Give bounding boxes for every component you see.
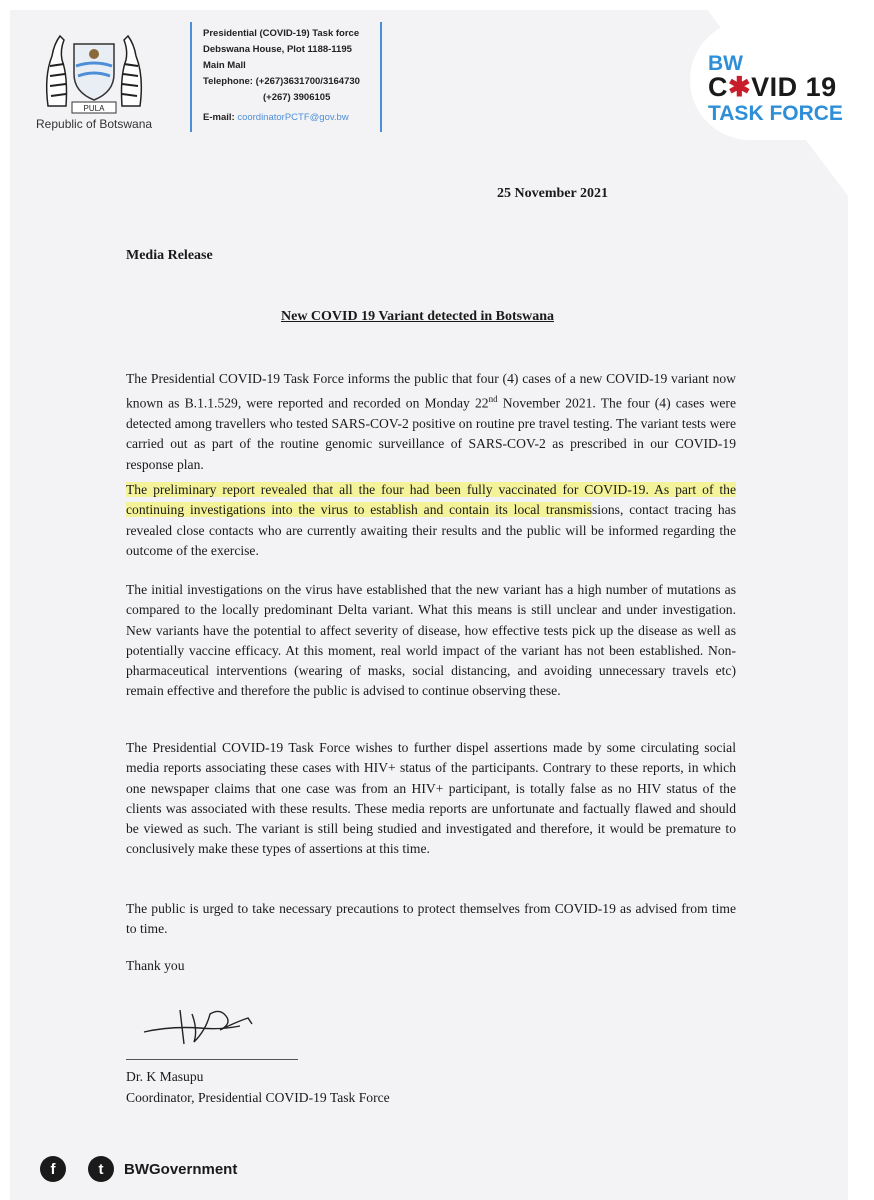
email-link[interactable]: coordinatorPCTF@gov.bw <box>237 112 349 123</box>
facebook-icon[interactable]: f <box>40 1156 66 1182</box>
signer-title: Coordinator, Presidential COVID-19 Task Force <box>126 1090 390 1105</box>
highlighted-text: As part of the continuing investigations into the virus to establish and contain its local transmis <box>126 482 737 518</box>
paragraph-4: The Presidential COVID-19 Task Force wishes to further dispel assertions made by some circulating social media reports associating these cases with HIV+ status of the participants. Contrary to these reports, in which one newspaper claims that one case was from an HIV+ participant, is totally false as no HIV status of the clients was associated with these results. These media reports are unfortunate and factually flawed and should be viewed as such. The variant is still being studied and investigated and therefore, it would be premature to conclusively make these types of assertions at this time. <box>126 740 736 857</box>
paragraph-2: The preliminary report revealed that all the four had been fully vaccinated for COVID-19. As part of the continuing investigations into the virus to establish and contain its local transmissions, contact tracing has revealed close contacts who are currently awaiting their results and the public will be informed regarding the outcome of the exercise. <box>126 482 737 558</box>
signer-name: Dr. K Masupu <box>126 1069 204 1084</box>
signature-icon <box>140 1000 270 1048</box>
page-title: New COVID 19 Variant detected in Botswana <box>281 309 554 324</box>
closing-text: Thank you <box>126 958 185 973</box>
address-line: Debswana House, Plot 1188-1195 <box>203 44 352 55</box>
email-label: E-mail: <box>203 112 238 123</box>
address-line: Telephone: (+267)3631700/3164730 <box>203 76 360 87</box>
release-date: 25 November 2021 <box>497 186 608 201</box>
task-force-logo <box>690 20 860 140</box>
highlighted-text: The preliminary report revealed that all the four had been fully vaccinated for COVID-19. <box>126 482 649 497</box>
paragraph-3: The initial investigations on the virus have established that the new variant has a high number of mutations as compared to the locally predominant Delta variant. What this means is still unclear and under investigation. New variants have the potential to affect severity of disease, how effective tests pick up the disease as well as potentially vaccine efficacy. At this moment, real world impact of the variant has not been established. Non-pharmaceutical interventions (wearing of masks, social distancing, and avoiding unnecessary travels etc) remain effective and therefore the public is advised to continue observing these. <box>126 582 736 699</box>
virus-icon: ✱ <box>728 72 752 102</box>
signer-block <box>126 1066 390 1108</box>
address-block <box>203 26 360 126</box>
address-line: (+267) 3906105 <box>263 92 331 103</box>
signature-line <box>126 1059 298 1060</box>
paragraph-1: The Presidential COVID-19 Task Force informs the public that four (4) cases of a new COVID-19 variant now known as B.1.1.529, were reported and recorded on Monday 22nd November 2021. The four (4) cases were detected among travellers who tested SARS-COV-2 positive on routine pre travel testing. The variant tests were carried out as part of the routine genomic surveillance of SARS-COV-2 as prescribed in our COVID-19 response plan. <box>126 371 736 472</box>
paragraph-5: The public is urged to take necessary precautions to protect themselves from COVID-19 as advised from time to time. <box>126 901 736 937</box>
header-divider-right <box>380 22 382 132</box>
address-line: Main Mall <box>203 60 246 71</box>
crest-caption: Republic of Botswana <box>36 117 153 131</box>
logo-covid19: C✱VID 19 <box>708 72 837 102</box>
logo-task-force: TASK FORCE <box>708 102 843 125</box>
address-line: Presidential (COVID-19) Task force <box>203 28 360 39</box>
coat-of-arms-icon <box>38 26 150 116</box>
section-label: Media Release <box>126 248 213 263</box>
twitter-icon[interactable]: t <box>88 1156 114 1182</box>
svg-text:PULA: PULA <box>83 104 105 113</box>
social-handle[interactable]: BWGovernment <box>124 1160 238 1178</box>
header-divider-left <box>190 22 192 132</box>
logo-bw: BW <box>708 52 743 75</box>
social-footer <box>40 1156 237 1182</box>
